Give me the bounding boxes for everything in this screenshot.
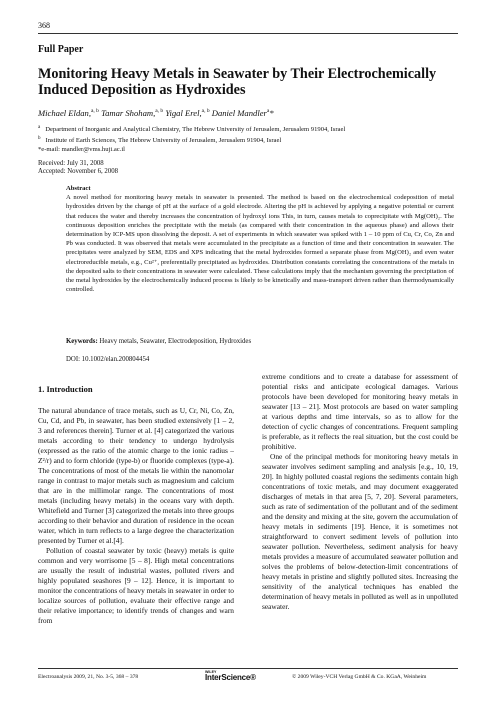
corresponding-mark: * [269,108,274,118]
received-date: Received: July 31, 2008 [38,160,104,167]
affiliation-mark: a [38,125,41,130]
affiliation-text: Institute of Earth Sciences, The Hebrew University of Jerusalem, Jerusalem 91904, Israel [45,137,282,145]
accepted-date: Accepted: November 6, 2008 [38,168,119,176]
author-name: Yigal Erel, [165,108,202,118]
author-list [38,108,458,118]
abstract-text: A novel method for monitoring heavy metals in seawater is presented. The method is based on the electrochemical codeposition of metal hydroxides driven by the change of pH at the surface of a gold electrode. Altering the pH is achieved by applying a negative potential or current that reduces the water and thereby increases the concentration of hydroxyl ions This, in turn, causes metals to coprecipitate with Mg(OH)₂. The continuous deposition enriches the precipitate with the metals (as compared with their concentration in the aqueous phase) and allows their determination by ICP-MS upon dissolving the deposit. A set of experiments in which seawater was spiked with 1 – 10 ppm of Cu, Cr, Co, Zn and Pb was conducted. It was observed that metals were accumulated in the precipitate as a function of time and their concentration in seawater. The precipitates were analyzed by SEM, EDS and XPS indicating that the metal hydroxides formed a separate phase from Mg(OH)₂ and even water electroreducible metals, e.g., Cu²⁺, preferentially precipitated as hydroxides. Distribution constants correlating the concentrations of the metals in the deposited salts to their concentrations in seawater were calculated. These calculations imply that the mechanism governing the precipitation of the metal hydroxides by the electrochemically induced process is likely to be kinetically and mass-transport driven rather than thermodynamically controlled. [66,194,454,294]
keywords-text: Heavy metals, Seawater, Electrodeposition, Hydroxides [99,338,252,345]
keywords-label: Keywords: [66,338,98,345]
author-affil-mark: a, b [201,108,210,115]
corresponding-email: *e-mail: mandler@vms.huji.ac.il [38,145,126,153]
affiliation [38,124,468,135]
logo-wiley-text: WILEY [205,670,217,674]
footer-rule [38,668,458,669]
affiliations [38,124,468,154]
page-number: 368 [38,21,50,30]
affiliation-mark: b [38,135,41,141]
paragraph: Pollution of coastal seawater by toxic (heavy) metals is quite common and very worrisome [5 – 8]. High metal concentrations are usually the result of industrial wastes, polluted rivers and highly populated seashores [9 – 12]. Hence, it is important to monitor the concentrations of heavy metals in seawater in order to localize sources of pollution, evaluate their effective range and their relative importance; to identify trends of changes and warn from [38,546,234,625]
body-column-left [38,372,234,626]
abstract-heading: Abstract [66,185,91,192]
interscience-logo [205,670,269,684]
author-name: Michael Eldan, [38,108,91,118]
affiliation [38,135,468,146]
header-rule [38,33,458,34]
affiliation-text: Department of Inorganic and Analytical Chemistry, The Hebrew University of Jerusalem, Jerusalem 91904, Israel [45,126,346,134]
author-name: Daniel Mandler [211,108,267,118]
abstract [66,184,454,294]
submission-dates [38,160,118,177]
journal-citation: Electroanalysis 2009, 21, No. 3-5, 368 – 378 [38,674,139,680]
copyright: © 2009 Wiley-VCH Verlag GmbH & Co. KGaA, Weinheim [292,674,427,680]
keywords [66,338,454,345]
paragraph: The natural abundance of trace metals, such as U, Cr, Ni, Co, Zn, Cu, Cd, and Pb, in seawater, has been studied extensively [1 – 2, 3 and references therein]. Turner et al. [4] categorized the various metals according to their tendency to undergo hydrolysis (expressed as the ratio of the atomic charge to the ionic radius – Z²/r) and to form chloride (type-b) or fluoride complexes (type-a). The concentrations of most of the metals lie within the nanomolar range in contrast to major metals such as magnesium and calcium that are in the millimolar range. The concentrations of most metals (including heavy metals) in the oceans vary with depth. Whitefield and Turner [3] categorized the metals into three groups according to their behavior and duration of residence in the ocean water, which in turn reflects to a large degree the characterization presented by Turner et al.[4]. [38,406,234,545]
paragraph: One of the principal methods for monitoring heavy metals in seawater involves sediment sampling and analysis [e.g., 10, 19, 20]. In highly polluted coastal regions the sediments contain high concentrations of toxic metals, and may document exaggerated discharges of metals in that area [5, 7, 20]. Several parameters, such as rate of sedimentation of the pollutant and of the sediment and the density and mixing at the site, govern the accumulation of heavy metals in sediments [19]. Hence, it is sometimes not straightforward to convert sediment levels of pollution into seawater pollution. Nevertheless, sediment analysis for heavy metals provides a measure of accumulated seawater pollution and solves the problems of below-detection-limit concentrations of heavy metals in pristine and slightly polluted sites. Increasing the sensitivity of the analytical techniques has enabled the determination of heavy metals in polluted as well as in unpolluted seawater. [262,452,458,611]
author-name: Tamar Shoham, [101,108,156,118]
body-column-right [262,372,458,612]
doi: DOI: 10.1002/elan.200804454 [66,356,150,363]
section-type: Full Paper [38,44,84,55]
author-affil-mark: a, b [155,108,164,115]
paper-title: Monitoring Heavy Metals in Seawater by Their Electrochemically Induced Deposition as Hydroxides [38,66,437,98]
logo-interscience-text: InterScience® [205,673,256,682]
author-affil-mark: a, b [90,108,99,115]
section-heading: 1. Introduction [38,384,93,394]
paragraph: extreme conditions and to create a database for assessment of potential risks and anticipate ecological damages. Various protocols have been developed for monitoring heavy metals in seawater [13 – 21]. Most protocols are based on water sampling at various depths and time intervals, so as to allow for the detection of cyclic changes of concentrations. Frequent sampling is preferable, as it reflects the real situation, but the cost could be prohibitive. [262,372,458,451]
author-affil-mark: a [266,108,270,115]
